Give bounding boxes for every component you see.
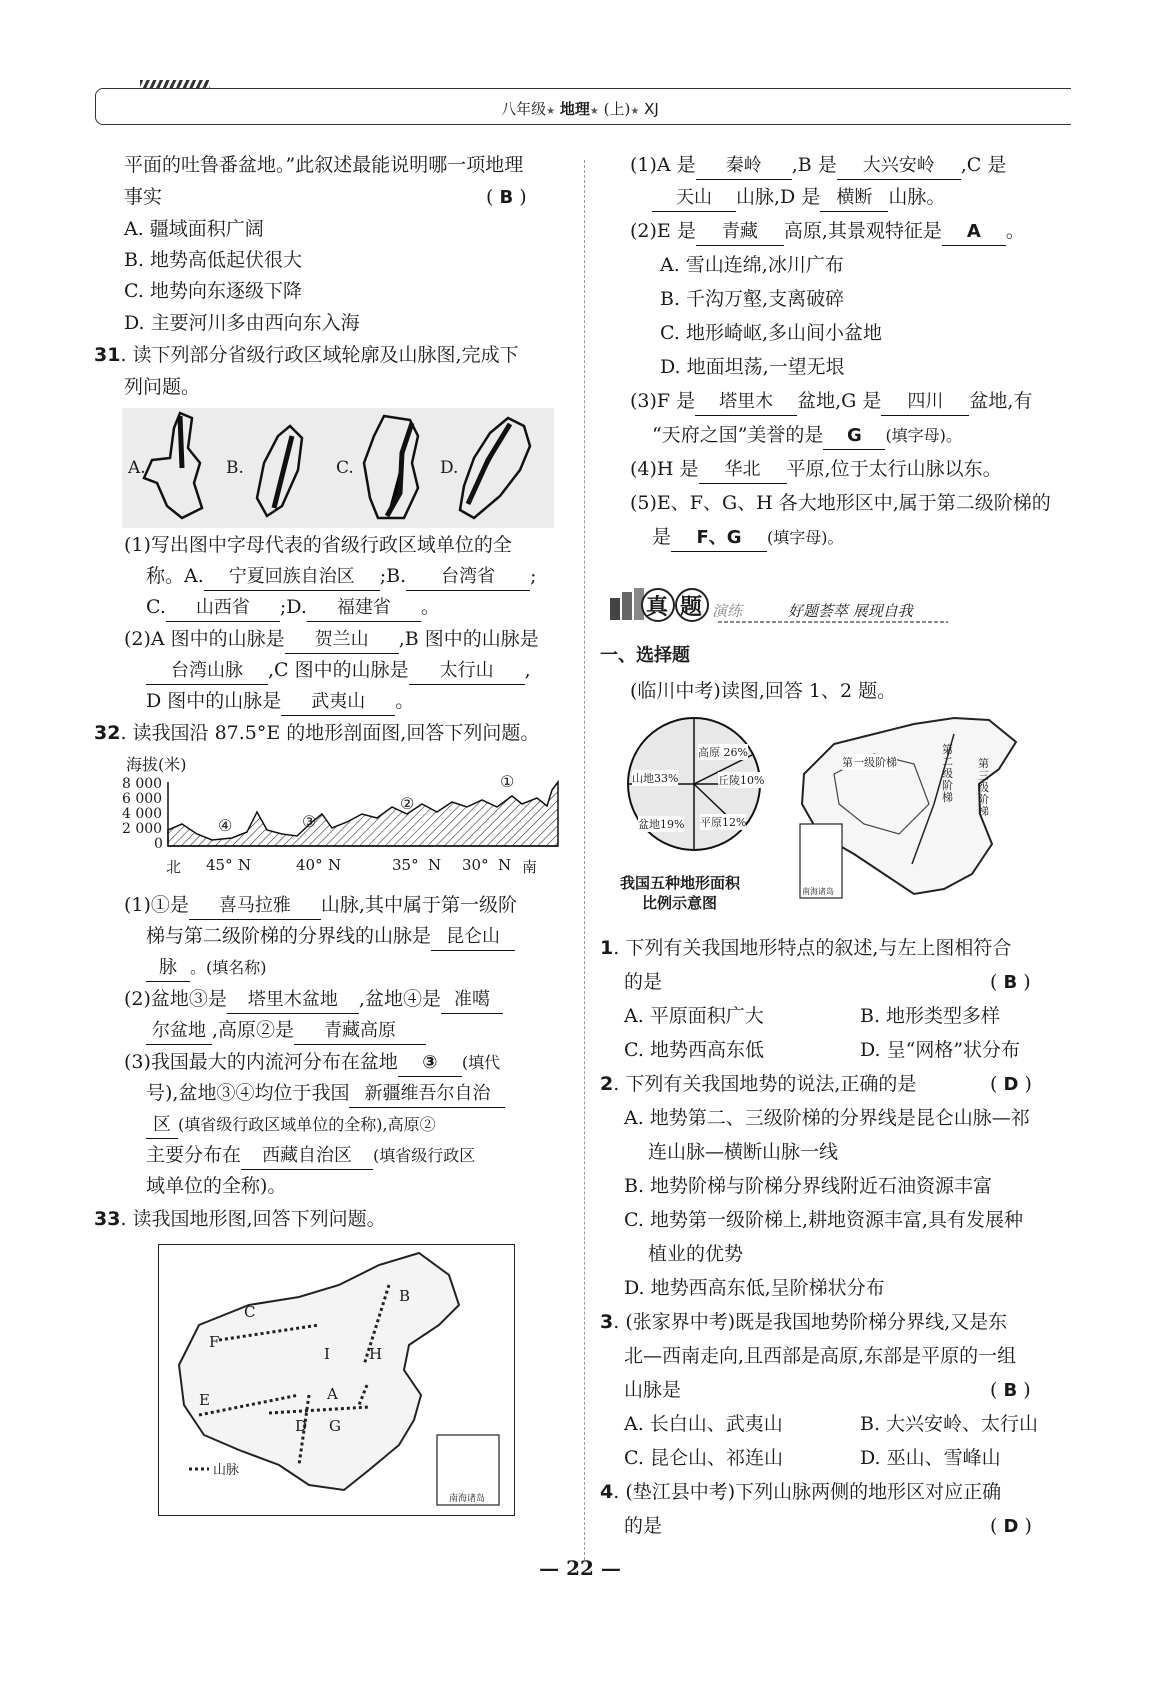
column-divider — [584, 160, 585, 1560]
banner-subtitle: 演练 — [712, 602, 743, 620]
pie-slice-hills: 丘陵10% — [718, 774, 765, 787]
q33-part3-line2: “天府之国”美誉的是 G (填字母)。 — [652, 422, 962, 450]
banner-slogan: 好题荟萃 展现自我 — [788, 602, 913, 620]
map-label-d: D — [295, 1417, 308, 1435]
header-volume: (上) — [603, 100, 631, 118]
q31-part2-line2: 台湾山脉 ,C 图中的山脉是 太行山 , — [146, 657, 531, 685]
q1-stem-line1: 1. 下列有关我国地形特点的叙述,与左上图相符合 — [600, 937, 1012, 959]
q32-part3-line3: 区 (填省级行政区域单位的全称),高原② — [146, 1111, 436, 1139]
profile-marker-4: ④ — [218, 816, 233, 835]
q32-part1-line3: 脉 。(填名称) — [146, 954, 267, 982]
map-label-f: F — [209, 1333, 220, 1351]
q3-stem-line3: 山脉是 — [624, 1379, 682, 1401]
fig-label-a: A. — [128, 458, 146, 478]
q32-part3-line2: 号),盆地③④均位于我国 新疆维吾尔自治 — [146, 1080, 505, 1108]
q30-option-b: B. 地势高低起伏很大 — [124, 249, 303, 271]
q33-part5-line2: 是 F、G (填字母)。 — [652, 524, 844, 552]
answer-mountain-a: 贺兰山 — [285, 627, 399, 654]
map-label-c: C — [244, 1303, 256, 1321]
ytick-6000: 6 000 — [122, 791, 163, 807]
q1-2-intro: (临川中考)读图,回答 1、2 题。 — [630, 680, 897, 702]
q1-stem-line2: 的是 — [624, 971, 663, 993]
answer-mountain-1: 喜马拉雅 — [189, 893, 321, 920]
q2-option-b: B. 地势阶梯与阶梯分界线附近石油资源丰富 — [624, 1175, 993, 1197]
page-number: — 22 — — [539, 1556, 621, 1580]
q32-part2-line2: 尔盆地 ,高原②是 青藏高原 — [146, 1017, 426, 1045]
q2-option-c-line2: 植业的优势 — [648, 1243, 744, 1265]
ytick-4000: 4 000 — [122, 806, 163, 822]
fig-label-b: B. — [226, 458, 244, 478]
q33-china-terrain-map — [158, 1244, 515, 1516]
q32-part3-line5: 域单位的全称)。 — [146, 1175, 287, 1197]
pie-slice-mountain: 山地33% — [632, 772, 679, 785]
section-title-choice: 一、选择题 — [600, 645, 690, 666]
map-label-b: B — [399, 1287, 411, 1305]
q31-province-outline-figure — [122, 408, 554, 528]
steps-map-inset-label: 南海诸岛 — [802, 887, 834, 896]
map-label-i: I — [324, 1345, 330, 1363]
map-legend-mountain: 山脉 — [213, 1463, 240, 1478]
q32-terrain-profile: 海拔(米) 8 000 6 000 4 000 2 000 0 ① ② ③ ④ 北 45° N 40° N 35° N 30° N 南 — [122, 752, 562, 884]
q31-part1-line1: (1)写出图中字母代表的省级行政区域单位的全 — [124, 534, 512, 556]
pie-slice-plain: 平原12% — [700, 816, 747, 829]
q4-answer-box: ( D ) — [990, 1513, 1032, 1540]
banner-title-char2: 题 — [680, 594, 703, 620]
q33-part5-line1: (5)E、F、G、H 各大地形区中,属于第二级阶梯的 — [630, 492, 1051, 514]
answer-plateau-e: 青藏 — [696, 219, 784, 246]
q31-part2-line3: D 图中的山脉是 武夷山 。 — [146, 688, 414, 716]
answer-boundary-mountain: 昆仑山 — [431, 924, 515, 951]
map-label-g: G — [329, 1417, 341, 1435]
q1-option-c: C. 地势西高东低 — [624, 1039, 764, 1061]
star-icon: ★ — [630, 106, 640, 117]
q33-part2-line1: (2)E 是 青藏 高原,其景观特征是 A 。 — [630, 218, 1025, 246]
q3-stem-line1: 3. (张家界中考)既是我国地势阶梯分界线,又是东 — [600, 1311, 1008, 1333]
header-grade: 八年级 — [501, 100, 547, 118]
province-outlines — [122, 408, 554, 528]
q2-answer-box: ( D ) — [990, 1071, 1032, 1098]
q3-option-c: C. 昆仑山、祁连山 — [624, 1447, 783, 1469]
answer-second-step: F、G — [671, 525, 767, 552]
page-header — [0, 98, 1160, 119]
answer-basin-g: 四川 — [881, 389, 969, 416]
step-label-second: 第二级阶梯 — [942, 743, 953, 804]
q2-answer: D — [1003, 1074, 1019, 1095]
q33-part1-line2: 天山 山脉,D 是 横断 山脉。 — [652, 184, 945, 212]
profile-curve — [122, 752, 562, 862]
answer-basin-3: 塔里木盆地 — [227, 987, 359, 1014]
answer-plateau-2: 青藏高原 — [294, 1018, 426, 1045]
fig-label-c: C. — [336, 458, 354, 478]
answer-province-c: 山西省 — [166, 595, 280, 622]
map-label-a: A — [327, 1385, 338, 1403]
q3-answer: B — [1003, 1380, 1018, 1401]
q30-answer-box: ( B ) — [486, 184, 527, 211]
q3-answer-box: ( B ) — [990, 1377, 1031, 1404]
answer-mountain-c: 太行山 — [409, 658, 525, 685]
q33-part4: (4)H 是 华北 平原,位于太行山脉以东。 — [630, 456, 1002, 484]
q3-option-b: B. 大兴安岭、太行山 — [860, 1413, 1039, 1435]
answer-region: 新疆维吾尔自治 — [349, 1081, 505, 1108]
q4-answer: D — [1003, 1516, 1019, 1537]
pie-slice-plateau: 高原 26% — [698, 746, 748, 759]
answer-plain-h: 华北 — [699, 457, 787, 484]
q31-part2-line1: (2)A 图中的山脉是 贺兰山 ,B 图中的山脉是 — [124, 626, 539, 654]
answer-plateau-region: 西藏自治区 — [241, 1143, 373, 1170]
q32-part3-line1: (3)我国最大的内流河分布在盆地 ③ (填代 — [124, 1049, 500, 1077]
header-subject: 地理 — [559, 100, 590, 118]
ytick-2000: 2 000 — [122, 821, 163, 837]
ytick-0: 0 — [154, 836, 163, 852]
answer-province-b: 台湾省 — [406, 564, 530, 591]
q32-part2-line1: (2)盆地③是 塔里木盆地 ,盆地④是 准噶 — [124, 986, 503, 1014]
step-label-third: 第三级阶梯 — [978, 757, 989, 818]
q1-answer-box: ( B ) — [990, 969, 1031, 996]
profile-marker-1: ① — [500, 772, 515, 791]
answer-province-d: 福建省 — [307, 595, 421, 622]
china-steps-outline — [794, 714, 1028, 904]
profile-marker-2: ② — [400, 794, 415, 813]
q32-part1-line1: (1)①是 喜马拉雅 山脉,其中属于第一级阶 — [124, 892, 517, 920]
header-edition: XJ — [644, 100, 659, 118]
answer-mountain-a: 秦岭 — [696, 153, 792, 180]
q33-stem: 33. 读我国地形图,回答下列问题。 — [94, 1208, 386, 1230]
q2-option-c-line1: C. 地势第一级阶梯上,耕地资源丰富,具有发展种 — [624, 1209, 1024, 1231]
q33-option-d: D. 地面坦荡,一望无垠 — [660, 356, 845, 378]
q33-option-a: A. 雪山连绵,冰川广布 — [660, 254, 844, 276]
q32-part1-line2: 梯与第二级阶梯的分界线的山脉是 昆仑山 — [146, 923, 515, 951]
header-decoration — [140, 80, 210, 88]
q33-part1-line1: (1)A 是 秦岭 ,B 是 大兴安岭 ,C 是 — [630, 152, 1006, 180]
answer-province-a: 宁夏回族自治区 — [204, 564, 380, 591]
q2-option-a-line1: A. 地势第二、三级阶梯的分界线是昆仑山脉—祁 — [624, 1107, 1030, 1129]
q33-option-c: C. 地形崎岖,多山间小盆地 — [660, 322, 882, 344]
pie-slice-basin: 盆地19% — [638, 818, 685, 831]
terrain-steps-map — [794, 714, 1028, 904]
answer-mountain-d: 横断 — [820, 185, 888, 212]
answer-mountain-d: 武夷山 — [281, 689, 395, 716]
answer-mountain-b: 台湾山脉 — [146, 658, 268, 685]
map-label-h: H — [369, 1345, 383, 1363]
q31-part1-line2: 称。A. 宁夏回族自治区 ;B. 台湾省 ; — [146, 563, 537, 591]
step-label-first: 第一级阶梯 — [842, 756, 897, 769]
profile-ylabel: 海拔(米) — [126, 755, 187, 774]
q30-option-c: C. 地势向东逐级下降 — [124, 280, 302, 302]
q2-option-a-line2: 连山脉—横断山脉一线 — [648, 1141, 839, 1163]
q2-option-d: D. 地势西高东低,呈阶梯状分布 — [624, 1277, 885, 1299]
star-icon: ★ — [546, 106, 556, 117]
answer-landscape: A — [942, 219, 1006, 246]
q1-option-d: D. 呈“网格”状分布 — [860, 1039, 1021, 1061]
q30-option-a: A. 疆域面积广阔 — [124, 218, 264, 240]
pie-caption-line1: 我国五种地形面积 — [620, 874, 741, 892]
ytick-8000: 8 000 — [122, 776, 163, 792]
fig-label-d: D. — [440, 458, 459, 478]
star-icon: ★ — [589, 106, 599, 117]
q4-stem-line1: 4. (垫江县中考)下列山脉两侧的地形区对应正确 — [600, 1481, 1002, 1503]
q33-part3-line1: (3)F 是 塔里木 盆地,G 是 四川 盆地,有 — [630, 388, 1032, 416]
q4-stem-line2: 的是 — [624, 1515, 663, 1537]
profile-marker-3: ③ — [302, 812, 317, 831]
q30-stem-line2: 事实 — [124, 186, 163, 208]
map-inset-label: 南海诸岛 — [449, 1494, 486, 1504]
q31-stem-line1: 31. 读下列部分省级行政区域轮廓及山脉图,完成下 — [94, 344, 519, 366]
q31-stem-line2: 列问题。 — [124, 376, 201, 398]
q1-option-a: A. 平原面积广大 — [624, 1005, 764, 1027]
answer-mountain-b: 大兴安岭 — [837, 153, 961, 180]
pie-caption-line2: 比例示意图 — [642, 894, 718, 912]
q30-stem-line1: 平面的吐鲁番盆地。”此叙述最能说明哪一项地理 — [124, 154, 524, 176]
q3-option-d: D. 巫山、雪峰山 — [860, 1447, 1001, 1469]
answer-mountain-c: 天山 — [652, 185, 736, 212]
map-label-e: E — [199, 1391, 210, 1409]
answer-basin-f: 塔里木 — [695, 389, 797, 416]
answer-basin-4: 准噶 — [441, 987, 503, 1014]
terrain-proportion-figure — [614, 714, 774, 914]
banner-title-char1: 真 — [646, 594, 669, 620]
q3-stem-line2: 北—西南走向,且西部是高原,东部是平原的一组 — [624, 1345, 1017, 1367]
q2-stem: 2. 下列有关我国地势的说法,正确的是 — [600, 1073, 917, 1095]
q32-stem: 32. 读我国沿 87.5°E 的地形剖面图,回答下列问题。 — [94, 722, 540, 744]
q31-part1-line3: C. 山西省 ;D. 福建省 。 — [146, 594, 440, 622]
q32-part3-line4: 主要分布在 西藏自治区 (填省级行政区 — [146, 1142, 475, 1170]
answer-tianfu: G — [823, 423, 885, 450]
q1-answer: B — [1003, 972, 1018, 993]
q30-option-d: D. 主要河川多由西向东入海 — [124, 312, 360, 334]
q1-option-b: B. 地形类型多样 — [860, 1005, 1001, 1027]
q3-option-a: A. 长白山、武夷山 — [624, 1413, 783, 1435]
q30-answer: B — [499, 187, 514, 208]
q33-option-b: B. 千沟万壑,支离破碎 — [660, 288, 845, 310]
answer-inland-river-basin: ③ — [398, 1050, 462, 1077]
section-banner-zhenti — [608, 584, 948, 626]
